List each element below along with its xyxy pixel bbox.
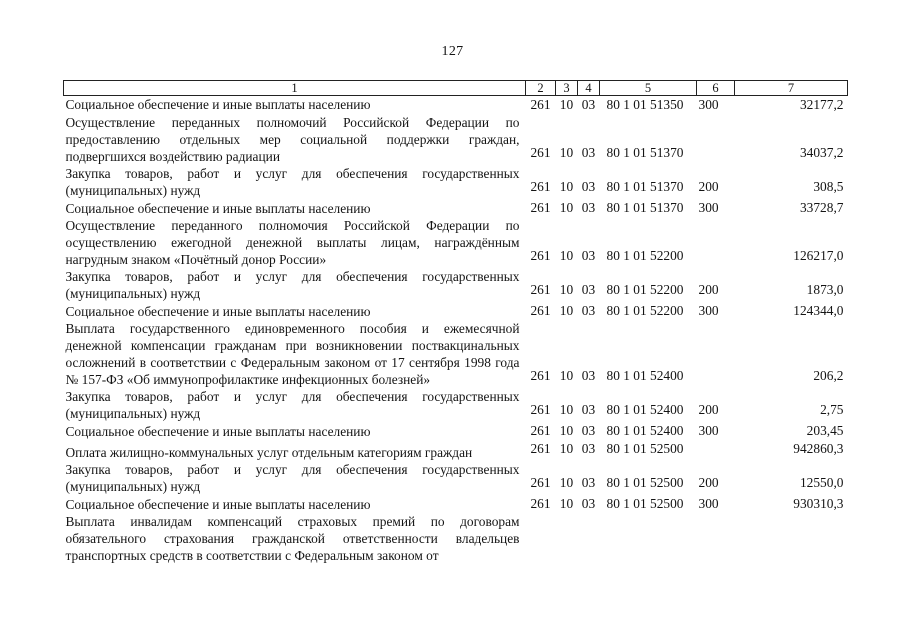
table-row [64, 388, 848, 422]
row-csr: 80 1 01 51370 [606, 179, 684, 194]
table-row [64, 302, 848, 320]
row-vr [697, 513, 735, 564]
table-body [64, 96, 848, 565]
row-csr [600, 513, 697, 564]
row-code: 261 [530, 200, 551, 215]
row-csr: 80 1 01 52400 [606, 423, 684, 438]
row-vr: 200 [698, 475, 719, 490]
row-vr: 300 [698, 97, 719, 112]
header-col-sum: 7 [735, 81, 848, 96]
row-section: 10 [559, 97, 574, 112]
row-name: Социальное обеспечение и иные выплаты населению [65, 304, 371, 319]
row-code: 261 [530, 402, 551, 417]
row-sum: 33728,7 [799, 200, 844, 215]
row-subsection: 03 [581, 282, 596, 297]
row-sum: 308,5 [813, 179, 844, 194]
table-row [64, 440, 848, 461]
row-code: 261 [530, 368, 551, 383]
table-row [64, 114, 848, 165]
row-code: 261 [530, 303, 551, 318]
row-csr: 80 1 01 52400 [606, 368, 684, 383]
row-code: 261 [530, 423, 551, 438]
row-subsection: 03 [581, 303, 596, 318]
row-name: Социальное обеспечение и иные выплаты населению [65, 497, 371, 512]
header-col-section: 3 [556, 81, 578, 96]
row-subsection: 03 [581, 248, 596, 263]
row-csr: 80 1 01 52200 [606, 248, 684, 263]
header-col-vr: 6 [697, 81, 735, 96]
table-row [64, 217, 848, 268]
row-subsection: 03 [581, 423, 596, 438]
row-name: Социальное обеспечение и иные выплаты населению [65, 97, 371, 112]
table-row [64, 320, 848, 388]
row-code: 261 [530, 441, 551, 456]
row-sum [735, 513, 848, 564]
row-name: Социальное обеспечение и иные выплаты населению [65, 201, 371, 216]
row-subsection: 03 [581, 496, 596, 511]
row-name: Осуществление переданного полномочия Российской Федерации по осуществлению ежегодной денежной выплаты лицам, награждённым нагрудным знаком «Почётный донор России» [65, 218, 520, 267]
row-code: 261 [530, 496, 551, 511]
header-col-code: 2 [526, 81, 556, 96]
row-vr: 300 [698, 423, 719, 438]
row-code: 261 [530, 248, 551, 263]
row-subsection: 03 [581, 368, 596, 383]
row-section: 10 [559, 303, 574, 318]
row-sum: 34037,2 [799, 145, 844, 160]
table-row [64, 199, 848, 217]
row-section [556, 513, 578, 564]
row-sum: 32177,2 [799, 97, 844, 112]
row-section: 10 [559, 179, 574, 194]
header-col-subsection: 4 [578, 81, 600, 96]
row-csr: 80 1 01 52500 [606, 475, 684, 490]
row-sum: 2,75 [820, 402, 844, 417]
row-vr: 200 [698, 282, 719, 297]
row-vr: 300 [698, 496, 719, 511]
row-section: 10 [559, 402, 574, 417]
table-row [64, 513, 848, 564]
table-row [64, 495, 848, 513]
row-section: 10 [559, 282, 574, 297]
row-csr: 80 1 01 52500 [606, 496, 684, 511]
page-number: 127 [441, 44, 464, 59]
row-sum: 1873,0 [806, 282, 844, 297]
header-col-name: 1 [64, 81, 526, 96]
row-subsection: 03 [581, 200, 596, 215]
row-csr: 80 1 01 52200 [606, 303, 684, 318]
row-vr: 200 [698, 179, 719, 194]
row-name: Оплата жилищно-коммунальных услуг отдельным категориям граждан [65, 445, 473, 460]
row-vr: 300 [698, 303, 719, 318]
row-section: 10 [559, 248, 574, 263]
table-row [64, 268, 848, 302]
table-row [64, 96, 848, 115]
row-section: 10 [559, 200, 574, 215]
row-vr [697, 440, 735, 461]
row-subsection [578, 513, 600, 564]
row-name: Осуществление переданных полномочий Российской Федерации по предоставлению отдельных мер социальной поддержки граждан, подвергшихся воздействию радиации [65, 115, 520, 164]
row-section: 10 [559, 368, 574, 383]
budget-table [63, 80, 848, 564]
row-subsection: 03 [581, 97, 596, 112]
row-subsection: 03 [581, 402, 596, 417]
row-vr [697, 217, 735, 268]
row-name: Выплата государственного единовременного пособия и ежемесячной денежной компенсации гражданам при возникновении поствакцинальных осложнений в соответствии с Федеральным законом от 17 сентября 1998 года № 157-ФЗ «Об иммунопрофилактике инфекционных болезней» [65, 321, 520, 387]
row-code: 261 [530, 179, 551, 194]
row-csr: 80 1 01 51350 [606, 97, 684, 112]
header-col-csr: 5 [600, 81, 697, 96]
row-subsection: 03 [581, 179, 596, 194]
row-sum: 126217,0 [793, 248, 844, 263]
row-sum: 12550,0 [799, 475, 844, 490]
row-csr: 80 1 01 52200 [606, 282, 684, 297]
row-code: 261 [530, 475, 551, 490]
row-section: 10 [559, 423, 574, 438]
row-sum: 206,2 [813, 368, 844, 383]
row-csr: 80 1 01 51370 [606, 200, 684, 215]
row-sum: 930310,3 [793, 496, 844, 511]
row-code [526, 513, 556, 564]
row-section: 10 [559, 441, 574, 456]
table-row [64, 165, 848, 199]
row-subsection: 03 [581, 145, 596, 160]
row-subsection: 03 [581, 475, 596, 490]
row-name: Выплата инвалидам компенсаций страховых премий по договорам обязательного страхования гражданской ответственности владельцев транспортных средств в соответствии с Федеральным законом от [65, 514, 520, 563]
row-sum: 124344,0 [793, 303, 844, 318]
row-csr: 80 1 01 51370 [606, 145, 684, 160]
table-header [64, 81, 848, 96]
row-csr: 80 1 01 52400 [606, 402, 684, 417]
row-name: Закупка товаров, работ и услуг для обеспечения государственных (муниципальных) нужд [65, 462, 520, 494]
row-vr: 200 [698, 402, 719, 417]
row-section: 10 [559, 145, 574, 160]
row-section: 10 [559, 496, 574, 511]
row-code: 261 [530, 282, 551, 297]
row-name: Закупка товаров, работ и услуг для обеспечения государственных (муниципальных) нужд [65, 389, 520, 421]
row-section: 10 [559, 475, 574, 490]
table-row [64, 461, 848, 495]
budget-table-container [63, 80, 847, 564]
header-row [64, 81, 848, 96]
table-row [64, 422, 848, 440]
row-vr [697, 114, 735, 165]
row-csr: 80 1 01 52500 [606, 441, 684, 456]
row-name: Закупка товаров, работ и услуг для обеспечения государственных (муниципальных) нужд [65, 269, 520, 301]
row-name: Закупка товаров, работ и услуг для обеспечения государственных (муниципальных) нужд [65, 166, 520, 198]
row-sum: 203,45 [806, 423, 844, 438]
row-vr: 300 [698, 200, 719, 215]
row-vr [697, 320, 735, 388]
row-code: 261 [530, 97, 551, 112]
row-code: 261 [530, 145, 551, 160]
row-subsection: 03 [581, 441, 596, 456]
row-sum: 942860,3 [793, 441, 844, 456]
row-name: Социальное обеспечение и иные выплаты населению [65, 424, 371, 439]
